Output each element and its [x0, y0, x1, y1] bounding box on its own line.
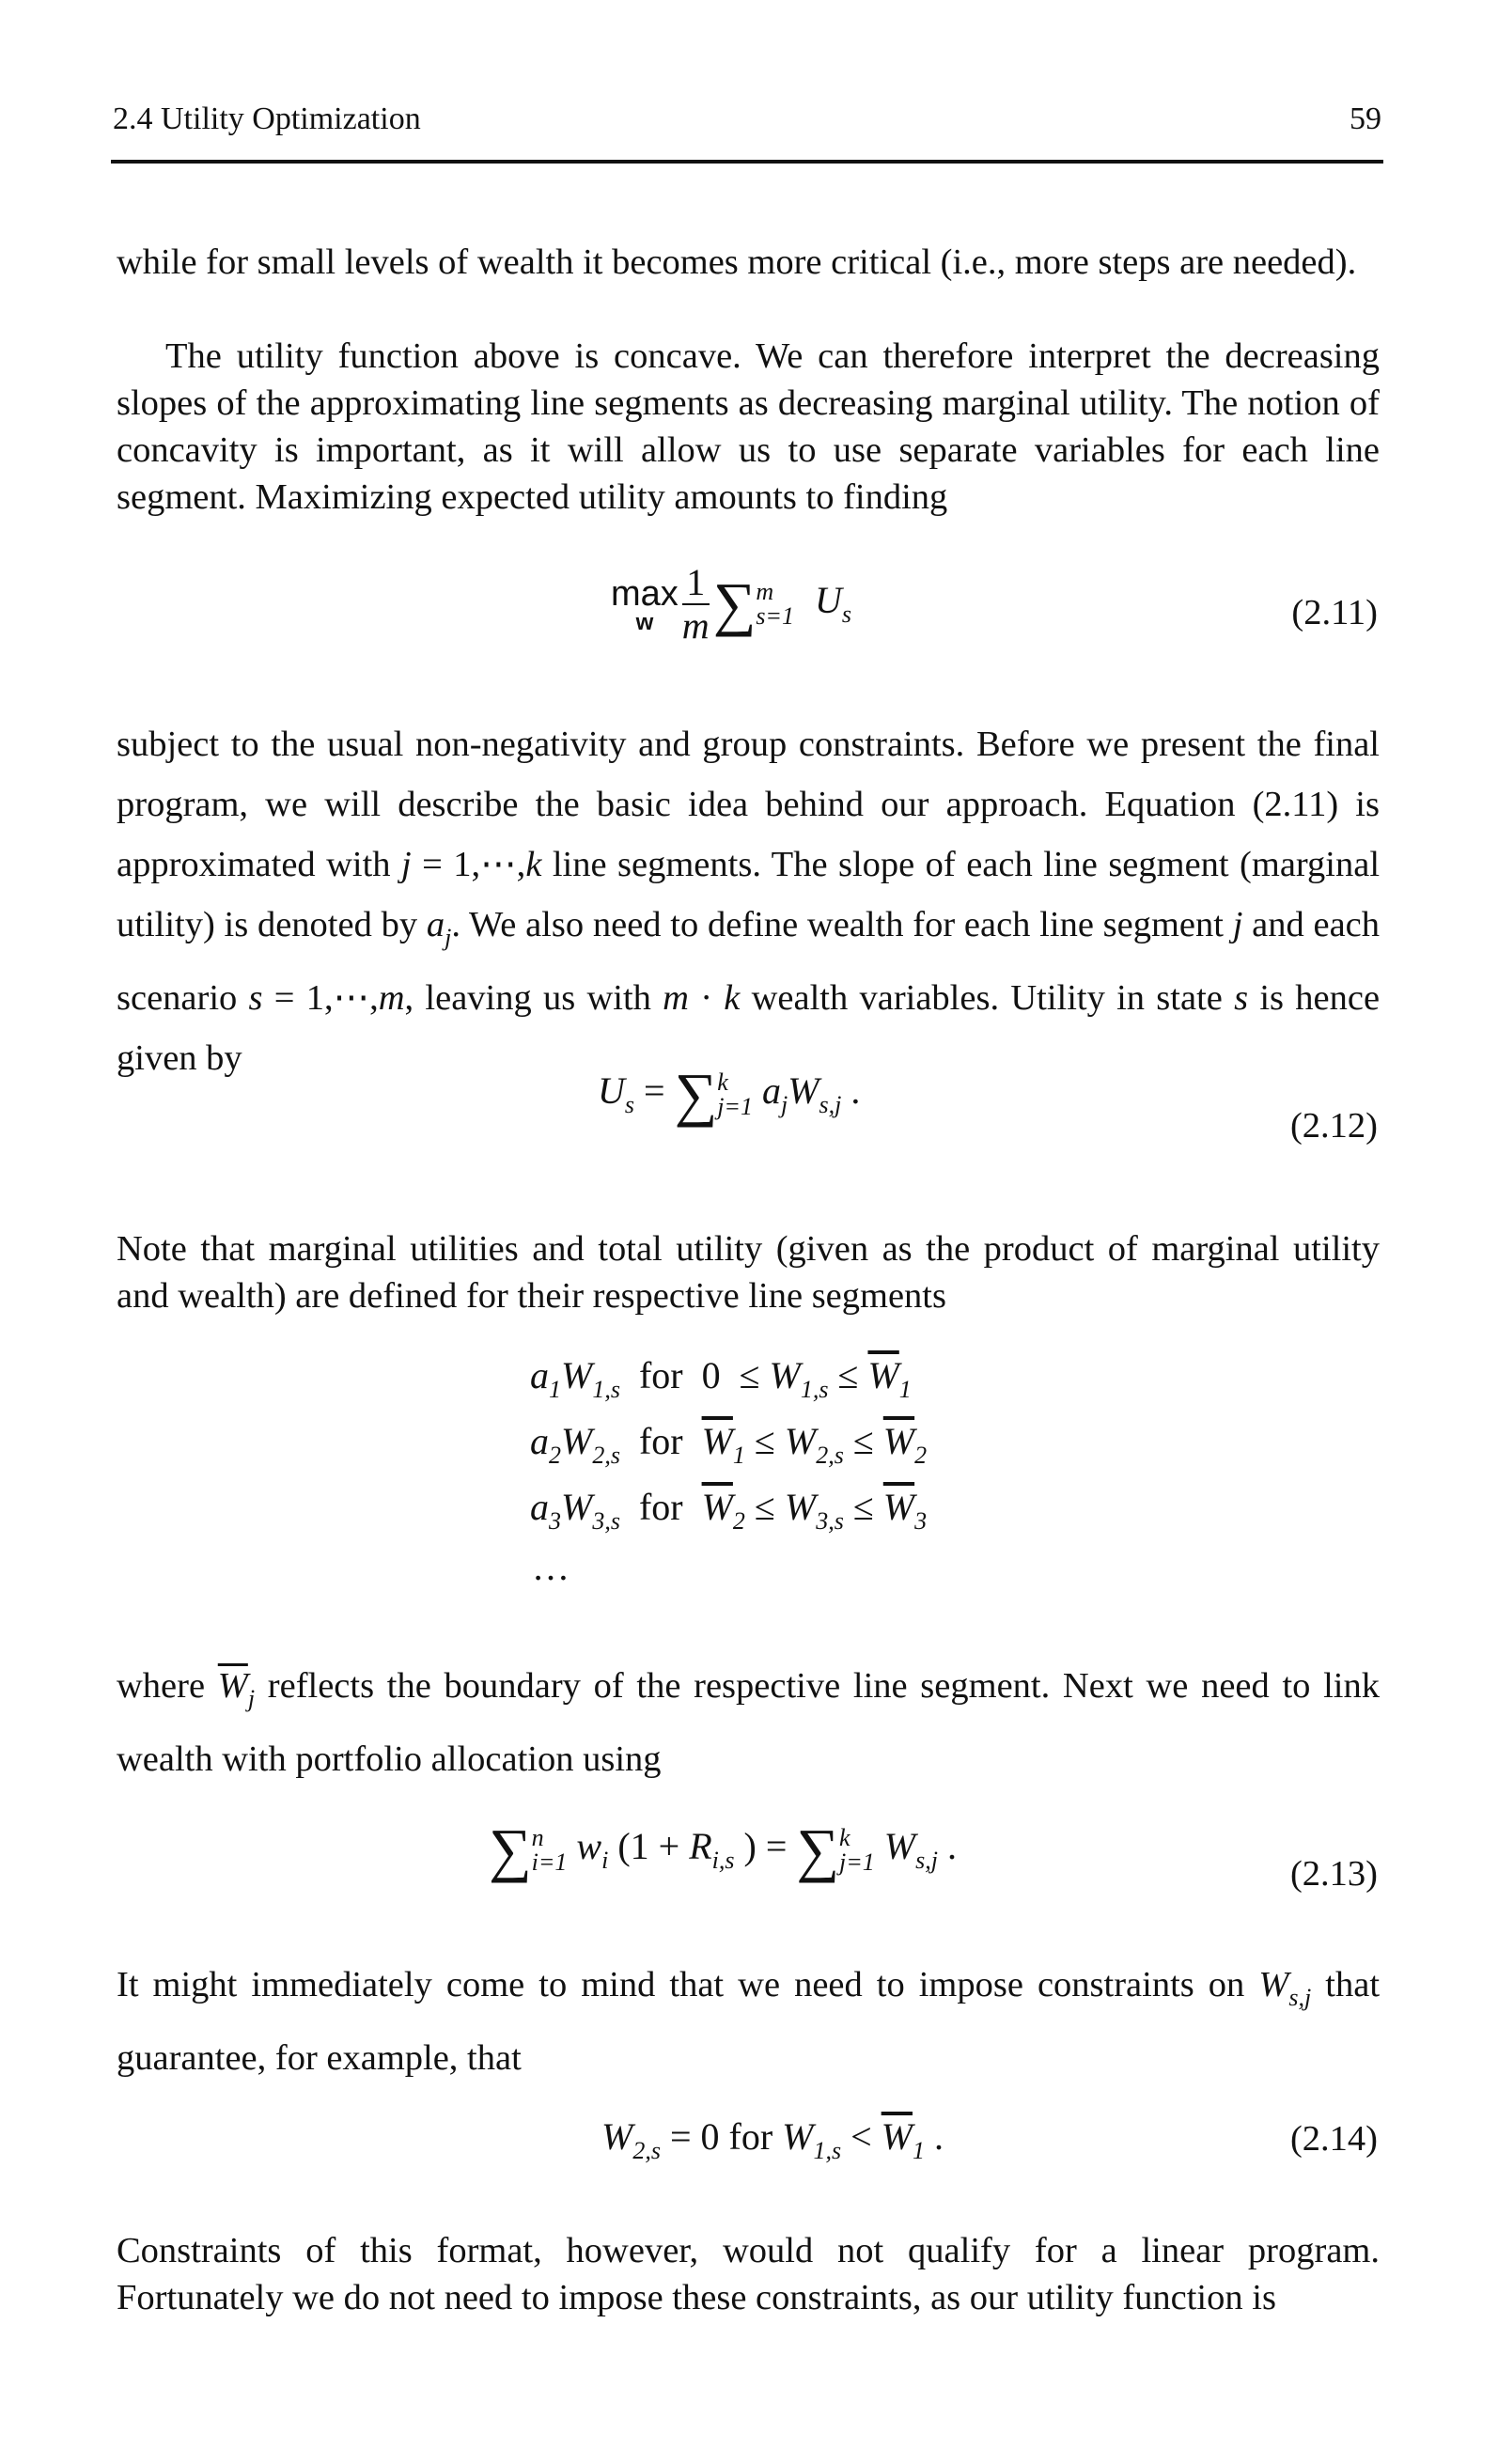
max-operator: max w	[611, 574, 679, 635]
paragraph-2: The utility function above is concave. We can therefore interpret the decreasing slopes of the approximating line segments as decreasing marginal utility. The notion of concavity is important, as it will allow us to use separate variables for each line segment. Maximizing expected utility amounts to finding	[117, 336, 1380, 517]
segment-ellipsis: …	[532, 1546, 570, 1588]
segment-row-3: $a_3W_{3,s}$ for $\overline{W}_2 \le W_{3,s} \le \overline{W}_3$	[530, 1486, 928, 1535]
equation-number-2-14: (2.14)	[1289, 2119, 1378, 2159]
summation-symbol: ∑	[712, 570, 757, 638]
equation-2-11: max w $\frac{1}{m}$ ∑ m s=1 $U_s$	[611, 561, 851, 647]
page-number: 59	[1350, 101, 1381, 136]
paragraph-5: where $\overline{W}_j$ reflects the boundary of the respective line segment. Next we need to link wealth with portfolio allocation using	[117, 1666, 1380, 1779]
header-rule	[111, 160, 1383, 164]
section-title: 2.4 Utility Optimization	[113, 101, 421, 136]
segment-row-1: $a_1W_{1,s}$ for $0 \le W_{1,s} \le \overline{W}_1$	[530, 1354, 912, 1403]
paragraph-6: It might immediately come to mind that we need to impose constraints on $W_{s,j}$ that guarantee, for example, that	[117, 1965, 1381, 2078]
equation-number-2-12: (2.12)	[1289, 1106, 1378, 1146]
equation-number-2-11: (2.11)	[1291, 593, 1378, 632]
summation-symbol: ∑	[796, 1817, 840, 1883]
paragraph-1: while for small levels of wealth it becomes more critical (i.e., more steps are needed).	[117, 242, 1357, 282]
equation-2-13: ∑ n i=1 $w_i$ ($1 + R_{i,s}$ ) = ∑ k j=1 $W_{s,j}$ .	[489, 1817, 957, 1883]
fraction: $\frac{1}{m}$	[681, 561, 710, 647]
equation-2-14: $W_{2,s} = 0$ for $W_{1,s} < \overline{W}_1$ .	[601, 2115, 944, 2164]
paragraph-3: subject to the usual non-negativity and group constraints. Before we present the final program, we will describe the basic idea behind our approach. Equation (2.11) is approximated with j = 1,⋯,k line segments. The slope of each line segment (marginal utility) is denoted by $a_j$. We also need to define wealth for each line segment j and each scenario s = 1,⋯,m, leaving us with m · k wealth variables. Utility in state s is hence given by	[117, 725, 1381, 1078]
paragraph-4: Note that marginal utilities and total utility (given as the product of marginal utility and wealth) are defined for their respective line segments	[117, 1229, 1380, 1316]
equation-number-2-13: (2.13)	[1289, 1854, 1378, 1894]
summation-symbol: ∑	[489, 1817, 532, 1883]
equation-2-12: $U_s$ = ∑ k j=1 $a_jW_{s,j}$ .	[598, 1061, 861, 1128]
segment-row-2: $a_2W_{2,s}$ for $\overline{W}_1 \le W_{2,s} \le \overline{W}_2$	[530, 1420, 928, 1469]
paragraph-7: Constraints of this format, however, would not qualify for a linear program. Fortunately we do not need to impose these constraints, as our utility function is	[117, 2231, 1380, 2317]
running-header	[113, 101, 1381, 143]
summation-symbol: ∑	[674, 1061, 718, 1128]
